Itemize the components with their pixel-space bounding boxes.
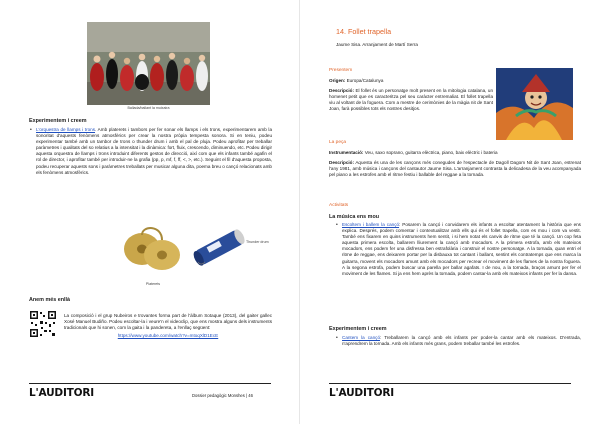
anem-mes-enlla-text <box>64 313 272 339</box>
peca-descripcio-value: Aquesta és una de les cançons més conegudes de l'espectacle de Dagoll Dagom Nit de Sant Joan, estrenat l'any 1981, amb música i cançons del cantautor Jaume Sisa. L'arranjament contrasta la delicadesa de la veu acompanyada pel piano a les estrofes amb el ritme festiu i ballable del reggae a la tornada. <box>329 160 581 178</box>
la-peca-heading: La peça <box>329 140 347 145</box>
thunder-drum-image <box>190 222 250 272</box>
peca-descripcio-label: Descripció: <box>329 160 355 165</box>
footer-rule <box>29 383 271 384</box>
cantem-link[interactable]: Cantem la cançó <box>342 335 380 340</box>
youtube-link[interactable]: https://www.youtube.com/watch?v=mtoqXlD1EcE <box>117 333 219 339</box>
descripcio-label: Descripció: <box>329 88 355 93</box>
bullet-icon: • <box>336 335 338 341</box>
song-subtitle: Jaume Sisa. Arranjament de Martí Serra <box>336 42 418 47</box>
escoltem-text: : Posarem la cançó i convidarem els infants a escoltar atentament la història que ens explica. Després, podem comentar i contextualitzar amb ells qui és el follet trapella, com es mou i com va vestit. També ens fixarem en quins instruments hem sentit, i si hem notat els canvis de ritme que té la cançó. Un cop feta aquesta primera escolta, ballarem lliurement la cançó amb mocadors. A la primera estrofa, amb els mateixos mocadors, ens podem fer una disfressa ben estrafolària i construir el nostre personatge. A la tornada, quan entri el ritme de reggae, ens deixarem portar per la disbauxa tot cantant i ballant, sentint els contratemps que ens marca la guitarra, movent els mocadors amunt amb els mocadors per recrear el moviment de les flames de la nostra foguera. A la segona estrofa, podem buscar una parella per ballar agafats. I de nou, a la tornada, braços amunt per fer el moviment de les flames. Si ja ens hem après la tornada, podem cantar-la amb els mateixos infants per fer la dansa. <box>342 222 581 276</box>
musica-list-item <box>336 222 581 277</box>
instrumentacio-value: Veu, saxo soprano, guitarra elèctrica, piano, baix elèctric i bateria <box>363 150 498 155</box>
dance-photo-caption: Ballada/ballant la muixaira <box>127 106 170 110</box>
instrumentacio-line <box>329 150 581 156</box>
escoltem-link[interactable]: Escoltem i ballem la cançó <box>342 222 400 227</box>
auditori-logo-right: L'AUDITORI <box>329 387 394 399</box>
origen-line <box>329 78 493 84</box>
cymbals-image <box>118 221 188 276</box>
origen-label: Origen: <box>329 78 346 83</box>
experimentem-heading: Experimentem i creem <box>29 118 87 124</box>
right-page <box>300 0 600 424</box>
thunder-drum-caption: Thunder drum <box>246 240 269 244</box>
bullet-icon: • <box>30 127 32 133</box>
anem-mes-enlla-body: La composició i el grup Nubeiros e trovantes forma part de l'àlbum Sotaque (2013), del gaiter gallec Xosé Manuel Budiño. Podeu escoltar-la i veure'n el videoclip, que ens mostra alguns dels instruments tradicionals que hi sonen, com la gaita i la pandereta, a l'enllaç següent: <box>64 313 272 331</box>
dance-photo <box>87 22 210 105</box>
footer-rule-right <box>329 383 571 384</box>
presentem-heading: Presentem <box>329 68 353 73</box>
cymbals-caption: Platerets <box>145 282 161 286</box>
descripcio-value: El follet és un personatge molt present en la mitologia catalana, un homenet petit que es caracteritza pel seu caràcter entremaliat. El follet trapella viu al voltant de la foguera. Com a mestre de cerimònies de la màgia nit de Sant Joan, farà possibles tots els nostres desitjos. <box>329 88 493 112</box>
cantem-text: : Treballarem la cançó amb els infants per poder-la cantar amb els mateixos. D'entrada, n'aprendrem la tornada. Amb els infants més grans, podem treballar també les estrofes. <box>342 335 581 347</box>
song-title: 14. Follet trapella <box>336 27 392 36</box>
musica-ens-mou-heading: La música ens mou <box>329 214 380 220</box>
footer-page-info: Dossier pedagògic Monshes | 46 <box>192 393 253 398</box>
peca-descripcio-block <box>329 160 581 178</box>
orquestra-link[interactable]: L'orquestra de llamps i trons <box>36 127 96 132</box>
experimentem-list <box>30 127 272 176</box>
anem-mes-enlla-heading: Anem més enllà <box>29 297 71 303</box>
cantem-list-item <box>336 335 581 347</box>
bullet-icon: • <box>336 222 338 228</box>
qr-code-icon <box>29 310 57 338</box>
auditori-logo: L'AUDITORI <box>29 387 94 399</box>
descripcio-block <box>329 88 493 112</box>
experimentem-heading-right: Experimentem i creem <box>329 326 387 332</box>
follet-illustration <box>496 68 573 140</box>
activitats-heading: Activitats <box>329 203 349 208</box>
origen-value: Europa/Catalunya <box>345 78 384 83</box>
instrumentacio-label: Instrumentació: <box>329 150 364 155</box>
orquestra-text: . Amb platerets i tambors per fer sonar els llamps i els trons, experimentarem amb la sonoritat d'aquests fenòmens atmosfèrics per crear la nostra pròpia tempesta sonora. Si en teniu, podeu experimentar també amb un tambor de trons o thunder drum i amb el pal de pluja. Podeu aprofitar per treballar paràmetres i qualitats del so relatius a la intensitat i la dinàmica: fort, fluix, crescendo, diminuendo, etc. Podeu dirigir aquesta orquestra de llamps i trons introduint diferents gestos de direcció, així com que els infants també agafin el rol de director, i aprofitar també per introduir-ne la grafia (pp, p, mf, f, ff, <, >, etc.). Seguint el fil d'aquesta proposta, podeu recuperar aquests sons i paràmetres treballats per musicar alguna dita, poema breu o cançó relacionats amb els fenòmens atmosfèrics. <box>36 127 272 175</box>
